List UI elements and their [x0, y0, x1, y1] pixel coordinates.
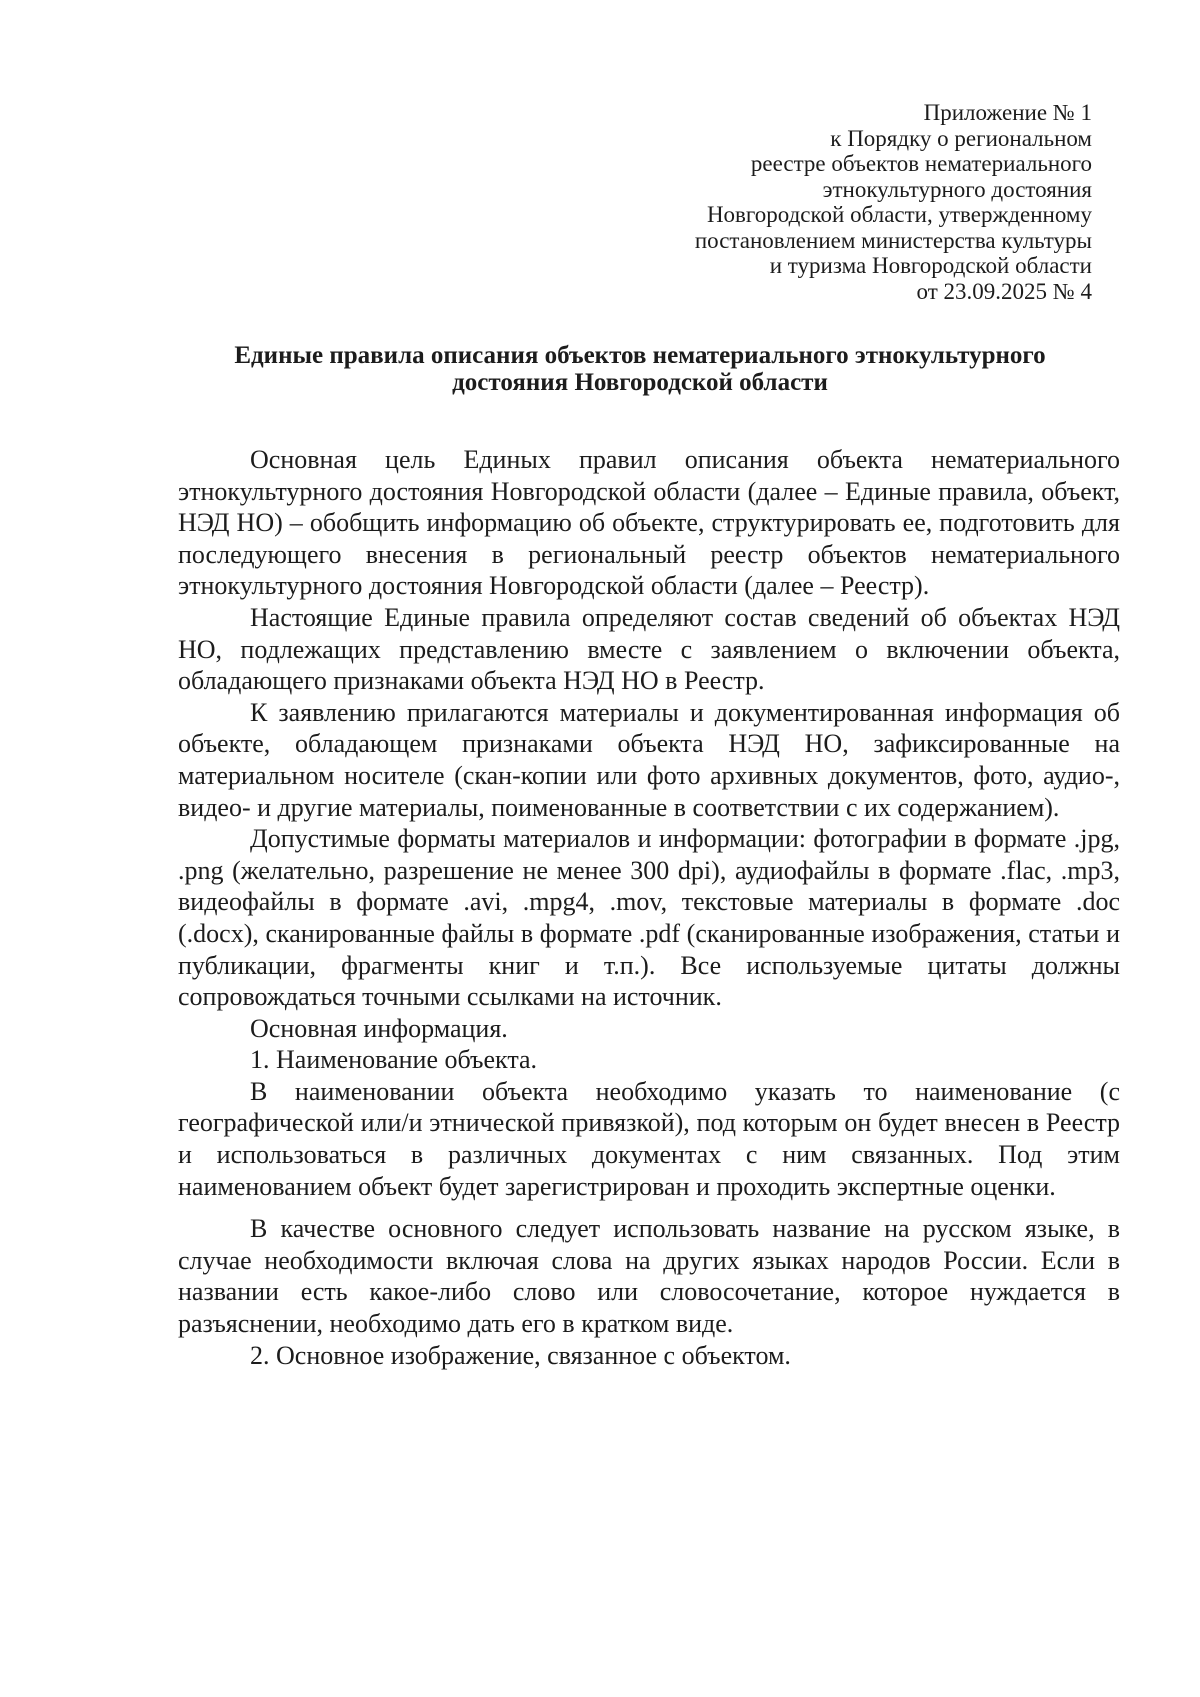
document-title-line: Единые правила описания объектов нематериального этнокультурного — [234, 342, 1046, 369]
paragraph-language-rules: В качестве основного следует использовать название на русском языке, в случае необходимости включая слова на других языках народов России. Если в названии есть какое-либо слово или словосочетание, которое нуждается в разъяснении, необходимо дать его в кратком виде. — [178, 1214, 1120, 1339]
document-title-line: достояния Новгородской области — [452, 369, 828, 396]
document-title — [160, 342, 1120, 396]
paragraph-name-rules: В наименовании объекта необходимо указать то наименование (с географической или/и этнической привязкой), под которым он будет внесен в Реестр и использоваться в различных документах с ним связанных. Под этим наименованием объект будет зарегистрирован и проходить экспертные оценки. — [178, 1076, 1120, 1201]
paragraph-purpose: Основная цель Единых правил описания объекта нематериального этнокультурного достояния Новгородской области (далее – Единые правила, объект, НЭД НО) – обобщить информацию об объекте, структурировать ее, подготовить для последующего внесения в региональный реестр объектов нематериального этнокультурного достояния Новгородской области (далее – Реестр). — [178, 445, 1120, 601]
paragraph-formats: Допустимые форматы материалов и информации: фотографии в формате .jpg, .png (желательно, разрешение не менее 300 dpi), аудиофайлы в формате .flac, .mp3, видеофайлы в формате .avi, .mpg4, .mov, текстовые материалы в формате .doc (.docx), сканированные файлы в формате .pdf (сканированные изображения, статьи и публикации, фрагменты книг и т.п.). Все используемые цитаты должны сопровождаться точными ссылками на источник. — [178, 824, 1120, 1012]
appendix-line: от 23.09.2025 № 4 — [916, 278, 1092, 304]
paragraph-attachments: К заявлению прилагаются материалы и документированная информация об объекте, обладающем признаками объекта НЭД НО, зафиксированные на материальном носителе (скан-копии или фото архивных документов, фото, аудио-, видео- и другие материалы, поименованные в соответствии с их содержанием). — [178, 697, 1120, 822]
appendix-line: к Порядку о региональном — [830, 125, 1092, 151]
paragraph-scope: Настоящие Единые правила определяют состав сведений об объектах НЭД НО, подлежащих представлению вместе с заявлением о включении объекта, обладающего признаками объекта НЭД НО в Реестр. — [178, 602, 1120, 696]
appendix-line: Новгородской области, утвержденному — [706, 202, 1092, 227]
appendix-line: постановлением министерства культуры — [694, 227, 1092, 253]
document-body — [178, 444, 1120, 1371]
appendix-note — [572, 100, 1092, 304]
appendix-line: реестре объектов нематериального — [750, 151, 1092, 176]
appendix-line: Приложение № 1 — [923, 100, 1092, 125]
appendix-line: этнокультурного достояния — [822, 176, 1092, 202]
section-heading-image: 2. Основное изображение, связанное с объектом. — [250, 1340, 791, 1370]
appendix-line: и туризма Новгородской области — [769, 253, 1092, 278]
section-heading-name: 1. Наименование объекта. — [250, 1045, 538, 1075]
paragraph-main-info: Основная информация. — [250, 1013, 508, 1043]
